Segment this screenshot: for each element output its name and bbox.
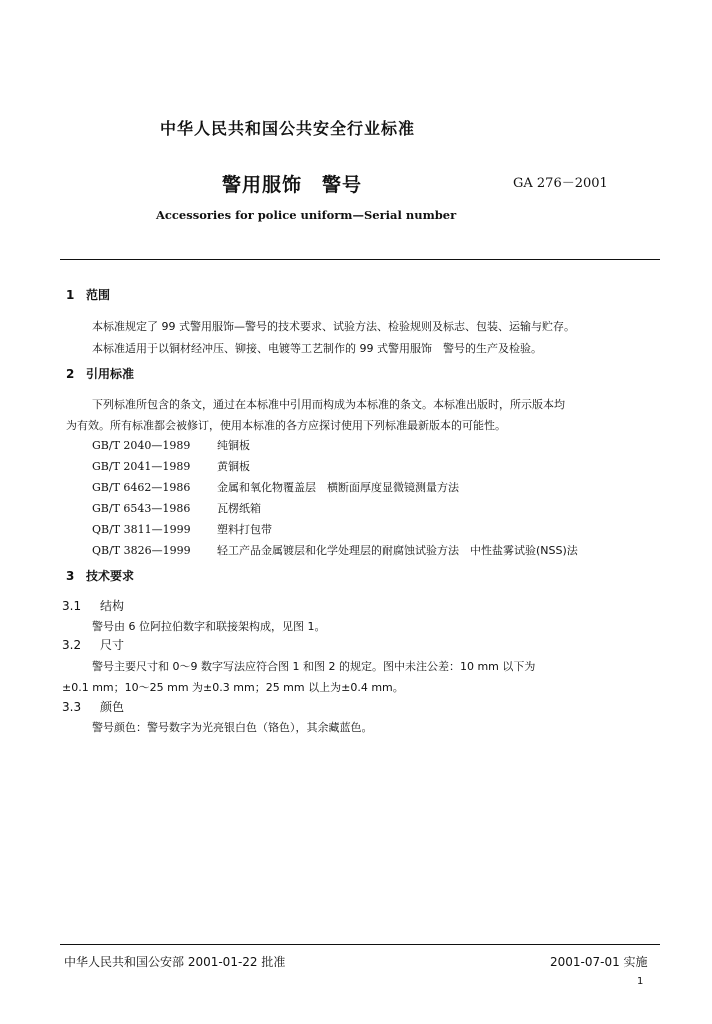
reference-title: 金属和氧化物覆盖层 横断面厚度显微镜测量方法 bbox=[217, 481, 459, 494]
section-2-intro-line-1: 下列标准所包含的条文，通过在本标准中引用而构成为本标准的条文。本标准出版时，所示版本均 bbox=[92, 398, 565, 411]
reference-title: 黄铜板 bbox=[217, 460, 250, 473]
section-2-heading bbox=[66, 365, 134, 382]
section-3-3-heading bbox=[62, 698, 124, 715]
section-title: 颜色 bbox=[100, 700, 125, 714]
reference-item bbox=[92, 479, 459, 495]
reference-code: GB/T 6543—1986 bbox=[92, 502, 191, 515]
section-3-1-text: 警号由 6 位阿拉伯数字和联接架构成，见图 1。 bbox=[92, 620, 326, 633]
section-3-2-line-2: ±0.1 mm；10～25 mm 为±0.3 mm；25 mm 以上为±0.4 mm。 bbox=[62, 681, 404, 694]
section-title: 尺寸 bbox=[100, 638, 125, 652]
section-title: 范围 bbox=[86, 288, 111, 302]
reference-code: QB/T 3826—1999 bbox=[92, 544, 191, 557]
reference-code: GB/T 2040—1989 bbox=[92, 439, 191, 452]
document-title: 警用服饰 警号 bbox=[222, 174, 363, 196]
section-3-1-heading bbox=[62, 597, 124, 614]
document-subtitle-en: Accessories for police uniform—Serial number bbox=[156, 208, 457, 222]
section-title: 结构 bbox=[100, 599, 125, 613]
approval-info: 中华人民共和国公安部 2001-01-22 批准 bbox=[64, 955, 286, 969]
reference-title: 塑料打包带 bbox=[217, 523, 272, 536]
section-number: 3 bbox=[66, 569, 75, 583]
section-1-heading bbox=[66, 286, 110, 303]
effective-date: 2001-07-01 实施 bbox=[550, 955, 648, 969]
page-number: 1 bbox=[637, 976, 644, 987]
reference-code: QB/T 3811—1999 bbox=[92, 523, 191, 536]
section-3-2-heading bbox=[62, 636, 124, 653]
section-2-intro-line-2: 为有效。所有标准都会被修订，使用本标准的各方应探讨使用下列标准最新版本的可能性。 bbox=[66, 419, 506, 432]
reference-title: 瓦楞纸箱 bbox=[217, 502, 261, 515]
section-number: 1 bbox=[66, 288, 75, 302]
reference-item bbox=[92, 542, 578, 558]
section-title: 引用标准 bbox=[86, 367, 135, 381]
footer-divider bbox=[60, 944, 660, 945]
standard-body-title: 中华人民共和国公共安全行业标准 bbox=[160, 119, 416, 138]
section-1-paragraph-2: 本标准适用于以铜材经冲压、铆接、电镀等工艺制作的 99 式警用服饰 警号的生产及检验。 bbox=[92, 342, 542, 355]
section-number: 2 bbox=[66, 367, 75, 381]
section-title: 技术要求 bbox=[86, 569, 135, 583]
section-number: 3.2 bbox=[62, 638, 82, 652]
reference-code: GB/T 2041—1989 bbox=[92, 460, 191, 473]
section-3-3-text: 警号颜色：警号数字为光亮银白色（铬色），其余藏蓝色。 bbox=[92, 721, 373, 734]
section-3-heading bbox=[66, 567, 134, 584]
reference-item bbox=[92, 500, 261, 516]
header-divider bbox=[60, 259, 660, 260]
reference-title: 轻工产品金属镀层和化学处理层的耐腐蚀试验方法 中性盐雾试验(NSS)法 bbox=[217, 544, 578, 557]
standard-code: GA 276－2001 bbox=[513, 176, 608, 191]
reference-title: 纯铜板 bbox=[217, 439, 250, 452]
reference-item bbox=[92, 521, 272, 537]
section-1-paragraph-1: 本标准规定了 99 式警用服饰—警号的技术要求、试验方法、检验规则及标志、包装、运输与贮存。 bbox=[92, 320, 575, 333]
section-3-2-line-1: 警号主要尺寸和 0～9 数字写法应符合图 1 和图 2 的规定。图中未注公差：10 mm 以下为 bbox=[92, 660, 536, 673]
reference-item bbox=[92, 437, 250, 453]
section-number: 3.1 bbox=[62, 599, 82, 613]
reference-item bbox=[92, 458, 250, 474]
section-number: 3.3 bbox=[62, 700, 82, 714]
reference-code: GB/T 6462—1986 bbox=[92, 481, 191, 494]
